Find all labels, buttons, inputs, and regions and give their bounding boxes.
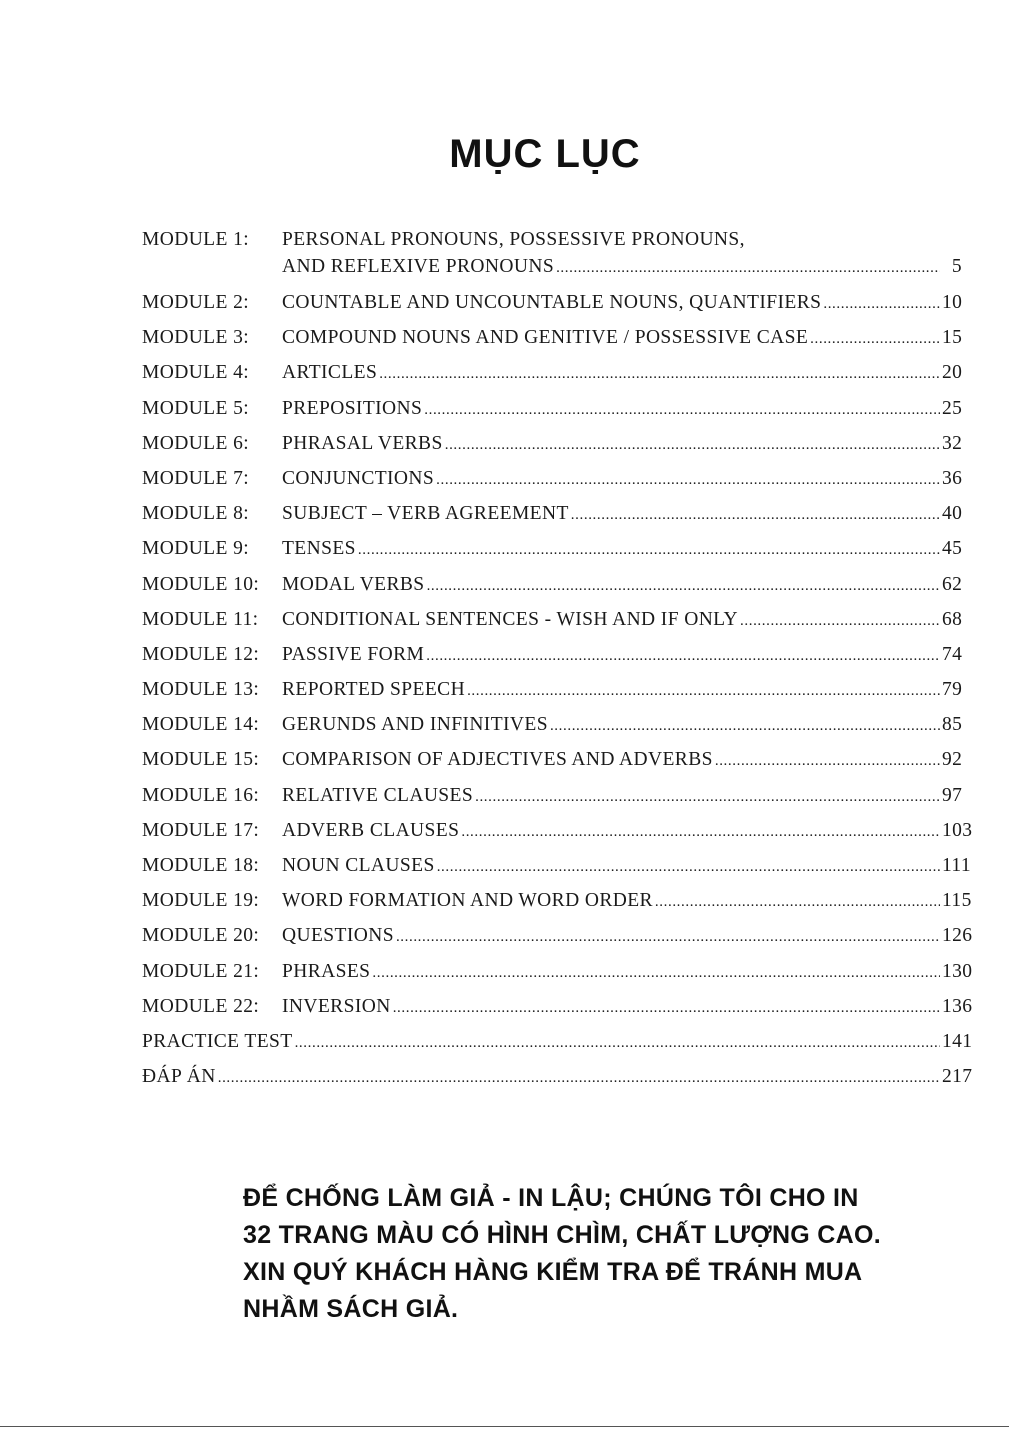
toc-entry xyxy=(142,637,962,672)
toc-entry-label: MODULE 2: xyxy=(142,292,250,313)
toc-entry-page: 10 xyxy=(942,292,963,313)
toc-entry-title: PHRASES xyxy=(282,960,371,982)
leader-dots xyxy=(372,956,940,991)
notice-line: ĐỂ CHỐNG LÀM GIẢ - IN LẬU; CHÚNG TÔI CHO IN xyxy=(243,1184,859,1212)
toc-entry-title: GERUNDS AND INFINITIVES xyxy=(282,714,548,736)
toc-entry xyxy=(142,285,962,320)
leader-dots xyxy=(740,604,940,639)
toc-entry-page: 32 xyxy=(942,432,963,454)
toc-entry-page: 15 xyxy=(942,327,963,349)
toc-entry-label: MODULE 17: xyxy=(142,819,260,841)
toc-entry-label: MODULE 19: xyxy=(142,890,260,912)
toc-entry-page: 40 xyxy=(942,503,963,525)
toc-entry-page: 97 xyxy=(942,784,963,806)
leader-dots xyxy=(396,920,940,955)
toc-entry-label: MODULE 8: xyxy=(142,503,250,525)
toc-entry-label: MODULE 10: xyxy=(142,573,260,595)
toc-entry-page: 136 xyxy=(942,995,973,1017)
toc-entry-title: QUESTIONS xyxy=(282,925,394,947)
toc-entry xyxy=(142,883,972,918)
toc-entry xyxy=(142,778,962,813)
toc-entry-title: TENSES xyxy=(282,538,356,560)
toc-entry-label: MODULE 16: xyxy=(142,784,260,806)
leader-dots xyxy=(426,639,940,674)
leader-dots xyxy=(424,393,940,428)
notice-line: NHẦM SÁCH GIẢ. xyxy=(243,1295,459,1323)
toc-entry-title: ARTICLES xyxy=(282,362,378,384)
toc-entry-label: MODULE 6: xyxy=(142,432,250,454)
leader-dots xyxy=(475,780,940,815)
toc-entry-label: MODULE 21: xyxy=(142,960,260,982)
toc-entry-page: 115 xyxy=(942,890,972,912)
toc-entry xyxy=(142,496,962,531)
leader-dots xyxy=(715,744,940,779)
toc-entry-title: SUBJECT – VERB AGREEMENT xyxy=(282,503,569,525)
toc-entry-title: INVERSION xyxy=(282,995,391,1017)
leader-dots xyxy=(556,253,940,283)
toc-entry-page: 20 xyxy=(942,362,963,384)
toc-entry-page: 25 xyxy=(942,397,963,419)
toc-entry-label: MODULE 11: xyxy=(142,608,259,630)
toc-entry-title: MODAL VERBS xyxy=(282,573,425,595)
toc-entry-title: RELATIVE CLAUSES xyxy=(282,784,474,806)
page-title: MỤC LỤC xyxy=(449,132,641,176)
toc-entry xyxy=(142,567,962,602)
toc-entry-answers xyxy=(142,1059,973,1094)
toc-entry-page: 103 xyxy=(942,819,973,841)
leader-dots xyxy=(461,815,940,850)
leader-dots xyxy=(436,463,940,498)
toc-entry xyxy=(142,672,962,707)
toc-entry-title: REPORTED SPEECH xyxy=(282,679,466,701)
toc-entry-label: MODULE 3: xyxy=(142,327,250,349)
leader-dots xyxy=(467,674,940,709)
toc-entry-practice-test xyxy=(142,1024,973,1059)
toc-entry-title: COMPOUND NOUNS AND GENITIVE / POSSESSIVE CASE xyxy=(282,327,809,349)
toc-entry-page: 79 xyxy=(942,679,963,701)
toc-entry-title: NOUN CLAUSES xyxy=(282,855,435,876)
table-of-contents xyxy=(142,222,973,1094)
notice-line: 32 TRANG MÀU CÓ HÌNH CHÌM, CHẤT LƯỢNG CAO. xyxy=(243,1221,881,1249)
toc-entry-page: 85 xyxy=(942,714,963,736)
toc-entry xyxy=(142,602,962,637)
toc-entry xyxy=(142,954,973,989)
toc-entry xyxy=(142,531,962,566)
toc-entry-title: ADVERB CLAUSES xyxy=(282,819,460,841)
page-bottom-rule xyxy=(0,1426,1009,1427)
toc-entry xyxy=(142,461,962,496)
toc-entry-label: MODULE 14: xyxy=(142,714,260,736)
toc-entry-page: 141 xyxy=(942,1030,973,1052)
toc-entry-page: 5 xyxy=(951,256,962,277)
leader-dots xyxy=(445,428,940,463)
toc-entry-page: 36 xyxy=(942,467,963,489)
leader-dots xyxy=(810,322,940,357)
leader-dots xyxy=(218,1061,940,1096)
toc-entry-label: MODULE 18: xyxy=(142,855,260,876)
toc-entry xyxy=(142,391,962,426)
toc-entry-title: COMPARISON OF ADJECTIVES AND ADVERBS xyxy=(282,749,713,771)
toc-entry xyxy=(142,707,962,742)
toc-entry-title: PASSIVE FORM xyxy=(282,643,425,665)
toc-entry xyxy=(142,989,973,1024)
toc-entry-title: PRACTICE TEST xyxy=(142,1030,293,1052)
leader-dots xyxy=(427,569,940,604)
toc-entry-label: MODULE 1: xyxy=(142,229,250,250)
leader-dots xyxy=(550,709,940,744)
toc-entry-title: CONDITIONAL SENTENCES - WISH AND IF ONLY xyxy=(282,608,739,630)
toc-entry-label: MODULE 12: xyxy=(142,643,260,665)
anti-counterfeit-notice xyxy=(243,1180,943,1328)
leader-dots xyxy=(393,991,940,1026)
leader-dots xyxy=(295,1026,940,1061)
leader-dots xyxy=(358,533,940,568)
toc-entry-label: MODULE 7: xyxy=(142,467,250,489)
toc-entry xyxy=(142,813,973,848)
toc-entry-label: MODULE 4: xyxy=(142,362,250,384)
leader-dots xyxy=(437,850,940,885)
toc-entry xyxy=(142,742,962,777)
leader-dots xyxy=(823,287,940,322)
notice-line: XIN QUÝ KHÁCH HÀNG KIỂM TRA ĐỂ TRÁNH MUA xyxy=(243,1258,863,1286)
leader-dots xyxy=(379,357,940,392)
toc-entry-page: 217 xyxy=(942,1066,973,1088)
toc-entry-label: MODULE 22: xyxy=(142,995,260,1017)
toc-entry-label: MODULE 15: xyxy=(142,749,260,771)
leader-dots xyxy=(655,885,940,920)
toc-entry-title: AND REFLEXIVE PRONOUNS xyxy=(282,256,555,277)
toc-entry-module-1 xyxy=(142,222,962,252)
toc-entry-title: PHRASAL VERBS xyxy=(282,432,443,454)
toc-entry-page: 126 xyxy=(942,925,973,947)
toc-entry xyxy=(142,320,962,355)
toc-entry xyxy=(142,918,973,953)
leader-dots xyxy=(571,498,940,533)
toc-entry-title: CONJUNCTIONS xyxy=(282,467,435,489)
toc-entry-label: MODULE 20: xyxy=(142,925,260,947)
toc-entry-page: 74 xyxy=(942,643,963,665)
toc-entry-title: PERSONAL PRONOUNS, POSSESSIVE PRONOUNS, xyxy=(282,229,745,250)
toc-entry-label: MODULE 5: xyxy=(142,397,250,419)
toc-entry-label: MODULE 9: xyxy=(142,538,250,560)
toc-entry xyxy=(142,426,962,461)
toc-entry-title: ĐÁP ÁN xyxy=(142,1066,216,1088)
toc-entry xyxy=(142,848,972,883)
toc-entry-title: COUNTABLE AND UNCOUNTABLE NOUNS, QUANTIFIERS xyxy=(282,292,822,313)
toc-entry-page: 45 xyxy=(942,538,963,560)
toc-entry-title: WORD FORMATION AND WORD ORDER xyxy=(282,890,653,912)
toc-entry-label: MODULE 13: xyxy=(142,679,260,701)
toc-entry-page: 111 xyxy=(942,855,972,876)
toc-entry-page: 130 xyxy=(942,960,973,982)
toc-entry-page: 62 xyxy=(942,573,963,595)
toc-entry xyxy=(142,355,962,390)
toc-entry-title: PREPOSITIONS xyxy=(282,397,423,419)
toc-entry-page: 68 xyxy=(942,608,963,630)
toc-entry-page: 92 xyxy=(942,749,963,771)
